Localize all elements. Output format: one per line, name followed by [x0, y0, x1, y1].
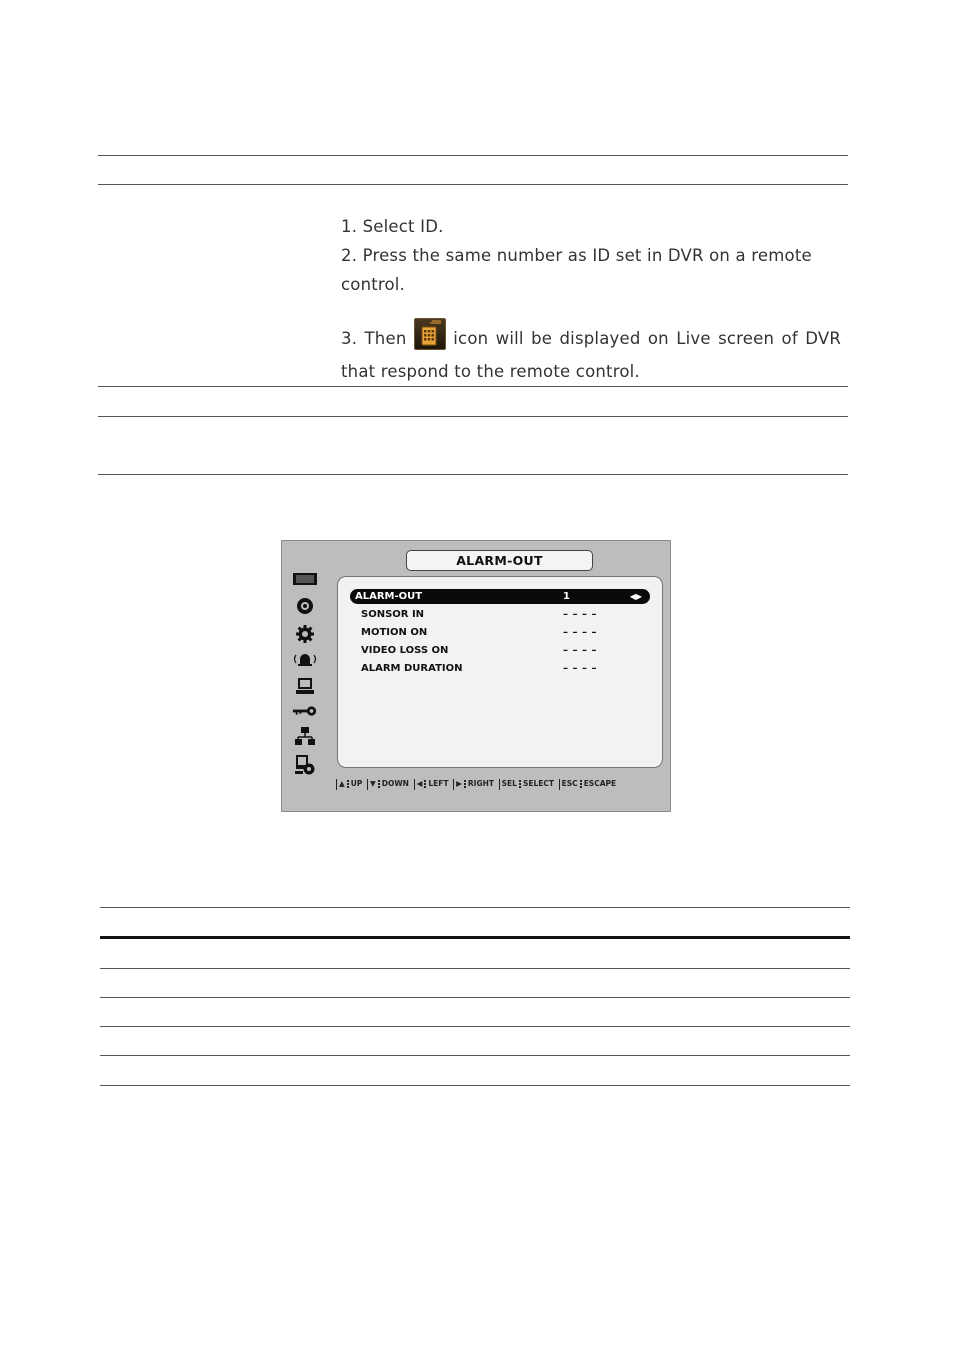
table-rule-row2-end: [98, 416, 848, 417]
table2-rule-row4: [100, 1055, 850, 1056]
key-esc-label: ESC: [561, 779, 578, 788]
menu-row-label: SONSOR IN: [361, 609, 425, 620]
key-sel-label: SEL: [501, 779, 517, 788]
osd-key-legend: [334, 777, 664, 791]
menu-row-alarm-out[interactable]: [350, 589, 650, 604]
table-rule-header: [98, 184, 848, 185]
left-arrow-icon: ◀: [416, 779, 423, 788]
menu-row-video-loss-on[interactable]: [350, 643, 650, 658]
osd-title: ALARM-OUT: [406, 550, 593, 571]
left-right-arrows-icon[interactable]: ◀▶: [629, 592, 642, 601]
down-arrow-icon: ▼: [370, 779, 376, 788]
menu-row-value: – – – –: [563, 663, 597, 674]
table2-rule-header: [100, 936, 850, 939]
menu-row-label: ALARM DURATION: [361, 663, 463, 674]
gear-icon[interactable]: [292, 624, 318, 644]
table-rule-bottom: [98, 474, 848, 475]
step-1-text: 1. Select ID.: [341, 217, 444, 236]
menu-row-value: – – – –: [563, 609, 597, 620]
key-select-label: SELECT: [522, 779, 555, 788]
step-3-text-part2: icon will be displayed on Live screen of DVR: [453, 329, 841, 348]
network-icon[interactable]: [292, 726, 318, 746]
menu-row-label: VIDEO LOSS ON: [361, 645, 449, 656]
dvr-osd-screen: [281, 540, 671, 812]
table2-rule-bottom: [100, 1085, 850, 1086]
table2-rule-row1: [100, 968, 850, 969]
remote-control-icon: [414, 318, 446, 350]
table2-rule-row3: [100, 1026, 850, 1027]
osd-menu-panel: [337, 576, 663, 768]
menu-row-label: ALARM-OUT: [355, 591, 423, 602]
alarm-icon[interactable]: [292, 649, 318, 669]
menu-row-value: – – – –: [563, 645, 597, 656]
menu-row-value: – – – –: [563, 627, 597, 638]
menu-row-value: 1: [563, 591, 571, 602]
step-3-text: [341, 318, 841, 350]
step-2-text-cont: control.: [341, 275, 406, 294]
key-escape-label: ESCAPE: [583, 779, 617, 788]
step-2-text: 2. Press the same number as ID set in DVR on a remote: [341, 246, 812, 265]
key-left-label: LEFT: [428, 779, 449, 788]
menu-row-sensor-in[interactable]: [350, 607, 650, 622]
display-icon[interactable]: [292, 569, 318, 589]
menu-row-alarm-duration[interactable]: [350, 661, 650, 676]
computer-icon[interactable]: [292, 676, 318, 696]
step-3-text-cont: that respond to the remote control.: [341, 362, 640, 381]
table-rule-row1-end: [98, 386, 848, 387]
right-arrow-icon: ▶: [456, 779, 462, 788]
menu-row-motion-on[interactable]: [350, 625, 650, 640]
menu-row-label: MOTION ON: [361, 627, 428, 638]
key-icon[interactable]: [292, 701, 318, 721]
table2-rule-top: [100, 907, 850, 908]
up-arrow-icon: ▲: [339, 779, 345, 788]
step-3-text-part1: 3. Then: [341, 329, 407, 348]
table2-rule-row2: [100, 997, 850, 998]
key-down-label: DOWN: [381, 779, 409, 788]
key-right-label: RIGHT: [467, 779, 495, 788]
table-rule-top: [98, 155, 848, 156]
key-up-label: UP: [350, 779, 363, 788]
record-icon[interactable]: [292, 596, 318, 616]
system-icon[interactable]: [292, 755, 318, 775]
